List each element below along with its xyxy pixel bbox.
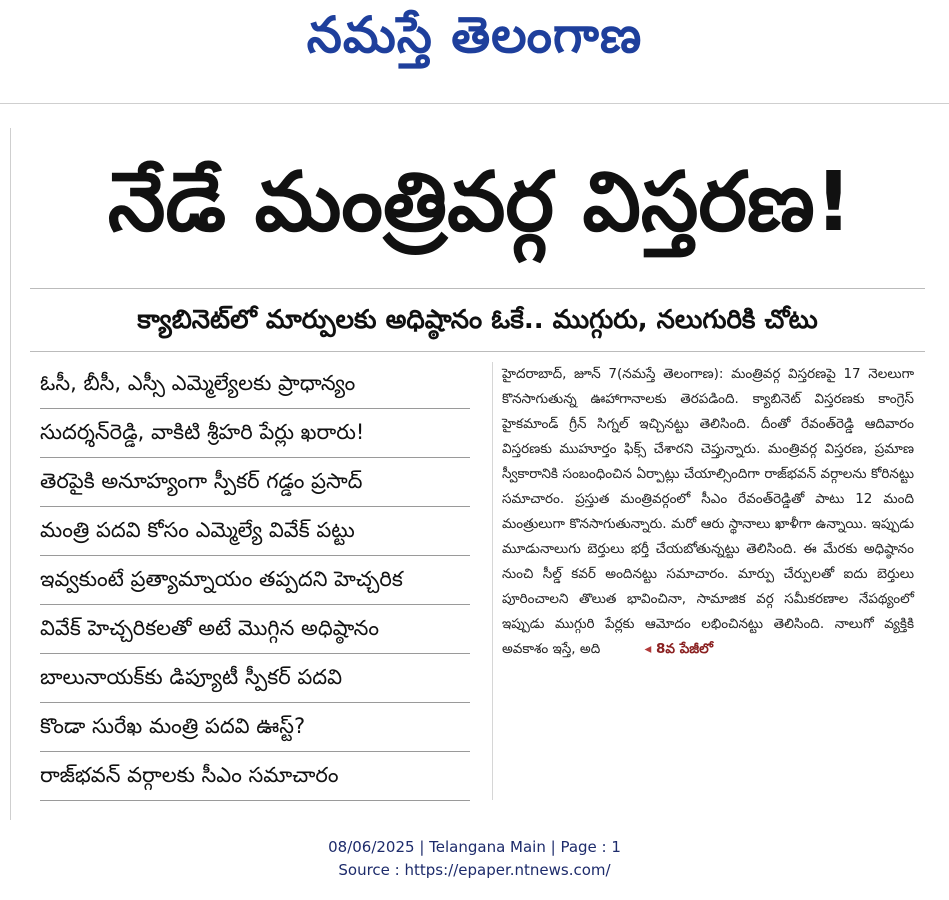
main-headline: నేడే మంత్రివర్గ విస్తరణ!	[107, 155, 853, 250]
newspaper-logo: నమస్తే తెలంగాణ	[306, 6, 643, 64]
continued-label: 8వ పేజీలో	[656, 641, 714, 657]
page-footer	[0, 836, 949, 882]
highlight-point: సుదర్శన్‌రెడ్డి, వాకిటి శ్రీహరి పేర్లు ఖరారు!	[40, 409, 470, 458]
highlight-point: తెరపైకి అనూహ్యంగా స్పీకర్ గడ్డం ప్రసాద్	[40, 458, 470, 507]
highlight-point: మంత్రి పదవి కోసం ఎమ్మెల్యే వివేక్ పట్టు	[40, 507, 470, 556]
masthead-divider	[0, 103, 949, 104]
masthead	[0, 0, 949, 100]
highlight-point: వివేక్ హెచ్చరికలతో అటే మొగ్గిన అధిష్ఠానం	[40, 605, 470, 654]
column-divider	[492, 362, 493, 800]
highlight-points	[40, 360, 470, 801]
page-left-border	[10, 128, 11, 820]
highlight-point: బాలునాయక్‌కు డిప్యూటీ స్పీకర్ పదవి	[40, 654, 470, 703]
highlight-point: రాజ్‌భవన్ వర్గాలకు సీఎం సమాచారం	[40, 752, 470, 801]
article-text: హైదరాబాద్, జూన్ 7(నమస్తే తెలంగాణ): మంత్రివర్గ విస్తరణపై 17 నెలలుగా కొనసాగుతున్న ఊహాగానాలకు తెరపడింది. క్యాబినెట్ విస్తరణకు కాంగ్రెస్ హైకమాండ్ గ్రీన్ సిగ్నల్ ఇచ్చినట్టు తెలిసింది. దీంతో రేవంత్‌రెడ్డి ఆదివారం విస్తరణకు ముహూర్తం ఫిక్స్ చేశారని చెప్తున్నారు. మంత్రివర్గ విస్తరణ, ప్రమాణ స్వీకారానికి సంబంధించిన ఏర్పాట్లు చేయాల్సిందిగా రాజ్‌భవన్ వర్గాలను కోరినట్టు సమాచారం. ప్రస్తుత మంత్రివర్గంలో సీఎం రేవంత్‌రెడ్డితో పాటు 12 మంది మంత్రులుగా కొనసాగుతున్నారు. మరో ఆరు స్థానాలు ఖాళీగా ఉన్నాయి. ఇప్పుడు మూడునాలుగు బెర్తులు భర్తీ చేయబోతున్నట్టు తెలిసింది. ఈ మేరకు అధిష్ఠానం నుంచి సీల్డ్ కవర్ అందినట్టు సమాచారం. మార్పు చేర్పులతో ఐదు బెర్తులు పూరించాలని తొలుత భావించినా, సామాజిక వర్గ సమీకరణాల నేపథ్యంలో ఇప్పుడు ముగ్గురి పేర్లకు ఆమోదం లభించినట్టు తెలిసింది. నాలుగో వ్యక్తికి అవకాశం ఇస్తే, అది	[502, 366, 914, 657]
arrow-left-icon: ◂	[644, 641, 652, 657]
highlight-point: కొండా సురేఖ మంత్రి పదవి ఊస్ట్?	[40, 703, 470, 752]
highlight-point: ఓసీ, బీసీ, ఎస్సీ ఎమ్మెల్యేలకు ప్రాధాన్యం	[40, 360, 470, 409]
continued-on-page[interactable]	[645, 637, 714, 662]
edition-info: 08/06/2025 | Telangana Main | Page : 1	[328, 838, 621, 856]
source-link[interactable]: Source : https://epaper.ntnews.com/	[338, 861, 611, 879]
article-body	[502, 362, 914, 662]
sub-headline: క్యాబినెట్‌లో మార్పులకు అధిష్ఠానం ఓకే.. ముగ్గురు, నలుగురికి చోటు	[30, 288, 925, 352]
highlight-point: ఇవ్వకుంటే ప్రత్యామ్నాయం తప్పదని హెచ్చరిక	[40, 556, 470, 605]
